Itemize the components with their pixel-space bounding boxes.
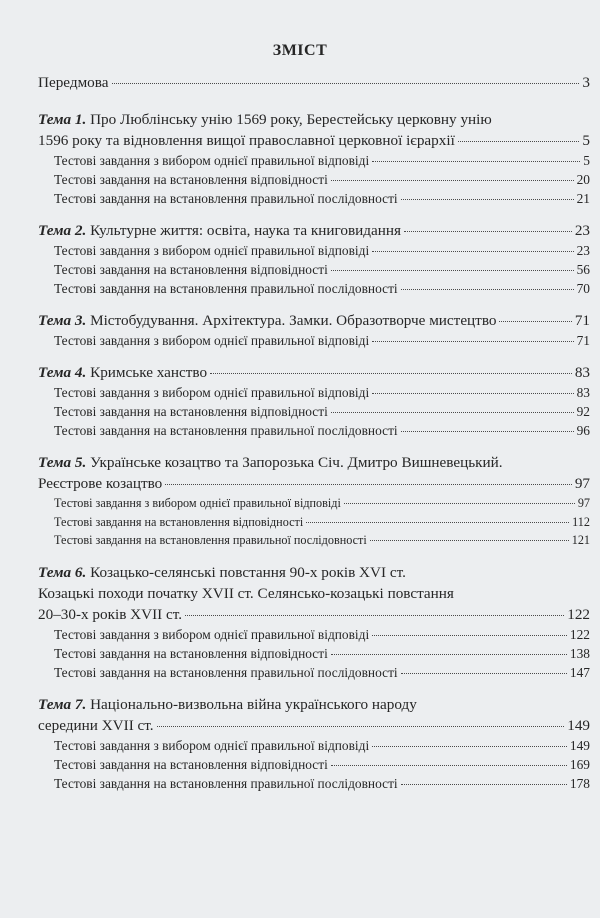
leader-dots (331, 654, 567, 655)
topic-label: Тема 5. (38, 454, 87, 471)
table-of-contents (38, 72, 590, 805)
toc-subentry[interactable]: Тестові завдання з вибором однієї правильної відповіді 149 (54, 737, 590, 753)
page-title: ЗМІСТ (272, 42, 328, 59)
toc-topic-title-line[interactable]: Тема 7. Національно-визвольна війна українського народу (38, 695, 417, 713)
leader-dots (499, 321, 571, 322)
toc-subentry[interactable]: Тестові завдання на встановлення правильної послідовності 21 (54, 191, 590, 206)
toc-topic-title-line[interactable]: Тема 6. Козацько-селянські повстання 90-х років XVI ст. (38, 563, 406, 581)
toc-subentry[interactable]: Тестові завдання на встановлення правильної послідовності 178 (54, 775, 590, 791)
toc-page-number: 3 (582, 74, 590, 91)
leader-dots (372, 161, 580, 162)
toc-page-number: 149 (567, 716, 590, 734)
leader-dots (372, 393, 573, 394)
leader-dots (306, 522, 569, 523)
topic-label: Тема 1. (38, 111, 87, 128)
leader-dots (157, 726, 565, 727)
topic-label: Тема 7. (38, 695, 87, 713)
toc-topic-3 (38, 310, 590, 350)
leader-dots (401, 784, 567, 785)
toc-topic-title-line[interactable]: Реєстрове козацтво 97 (38, 475, 590, 492)
toc-topic-title-line[interactable]: Тема 1. Про Люблінську унію 1569 року, Берестейську церковну унію (38, 111, 492, 128)
topic-label: Тема 3. (38, 312, 87, 329)
toc-subentry[interactable]: Тестові завдання на встановлення правильної послідовності 121 (54, 533, 590, 547)
topic-label: Тема 4. (38, 364, 87, 381)
toc-subentry[interactable]: Тестові завдання з вибором однієї правильної відповіді 122 (54, 626, 590, 642)
toc-page-number: 122 (567, 605, 590, 623)
leader-dots (344, 503, 575, 504)
leader-dots (458, 141, 580, 142)
toc-subentry[interactable]: Тестові завдання з вибором однієї правильної відповіді 97 (54, 496, 590, 510)
toc-topic-title-line[interactable]: 1596 року та відновлення вищої православної церковної ієрархії 5 (38, 132, 590, 149)
leader-dots (331, 765, 567, 766)
toc-page-number: 23 (574, 222, 590, 239)
toc-subentry[interactable]: Тестові завдання з вибором однієї правильної відповіді 71 (54, 333, 590, 348)
leader-dots (372, 341, 573, 342)
leader-dots (401, 431, 574, 432)
toc-page-number: 5 (582, 132, 590, 149)
toc-page-number: 83 (574, 364, 590, 381)
toc-topic-title-line[interactable]: Тема 5. Українське козацтво та Запорозька Січ. Дмитро Вишневецький. (38, 454, 503, 471)
leader-dots (401, 199, 574, 200)
leader-dots (331, 180, 574, 181)
toc-subentry[interactable]: Тестові завдання на встановлення відповідності 92 (54, 404, 590, 419)
toc-subentry[interactable]: Тестові завдання на встановлення відповідності 20 (54, 172, 590, 187)
toc-subentry[interactable]: Тестові завдання на встановлення правильної послідовності 70 (54, 281, 590, 296)
toc-topic-title-line[interactable]: Тема 4. Кримське ханство 83 (38, 364, 590, 381)
toc-topic-title-line[interactable]: середини XVII ст. 149 (38, 716, 590, 734)
toc-topic-6 (38, 562, 590, 682)
leader-dots (372, 746, 567, 747)
leader-dots (401, 289, 574, 290)
leader-dots (404, 231, 572, 232)
toc-topic-2 (38, 220, 590, 298)
toc-entry-text: Передмова (38, 74, 109, 91)
toc-topic-4 (38, 362, 590, 440)
toc-subentry[interactable]: Тестові завдання на встановлення відповідності 112 (54, 514, 590, 529)
toc-subentry[interactable]: Тестові завдання з вибором однієї правильної відповіді 23 (54, 243, 590, 258)
leader-dots (331, 270, 574, 271)
toc-subentry[interactable]: Тестові завдання на встановлення відповідності 138 (54, 645, 590, 661)
leader-dots (331, 412, 574, 413)
toc-page-number: 71 (574, 312, 590, 329)
leader-dots (372, 251, 573, 252)
toc-page-number: 97 (574, 475, 590, 492)
toc-subentry[interactable]: Тестові завдання з вибором однієї правильної відповіді 5 (54, 153, 590, 168)
topic-label: Тема 6. (38, 563, 87, 581)
toc-subentry[interactable]: Тестові завдання на встановлення відповідності 56 (54, 262, 590, 277)
toc-topic-1 (38, 109, 590, 208)
leader-dots (112, 83, 580, 84)
topic-label: Тема 2. (38, 222, 87, 239)
leader-dots (370, 540, 569, 541)
toc-topic-title-line[interactable]: Тема 3. Містобудування. Архітектура. Замки. Образотворче мистецтво 71 (38, 312, 590, 329)
leader-dots (210, 373, 572, 374)
toc-subentry[interactable]: Тестові завдання на встановлення правильної послідовності 147 (54, 664, 590, 680)
leader-dots (165, 484, 572, 485)
toc-topic-title-line[interactable]: Козацькі походи початку XVII ст. Селянсько-козацькі повстання (38, 584, 454, 602)
leader-dots (185, 615, 564, 616)
toc-topic-title-line[interactable]: Тема 2. Культурне життя: освіта, наука та книговидання 23 (38, 222, 590, 239)
toc-subentry[interactable]: Тестові завдання з вибором однієї правильної відповіді 83 (54, 385, 590, 400)
toc-topic-7 (38, 694, 590, 793)
leader-dots (401, 673, 567, 674)
toc-topic-5 (38, 452, 590, 550)
toc-entry-preface[interactable] (38, 72, 590, 93)
leader-dots (372, 635, 567, 636)
toc-subentry[interactable]: Тестові завдання на встановлення відповідності 169 (54, 756, 590, 772)
toc-topic-title-line[interactable]: 20–30-х років XVII ст. 122 (38, 605, 590, 623)
toc-subentry[interactable]: Тестові завдання на встановлення правильної послідовності 96 (54, 423, 590, 438)
